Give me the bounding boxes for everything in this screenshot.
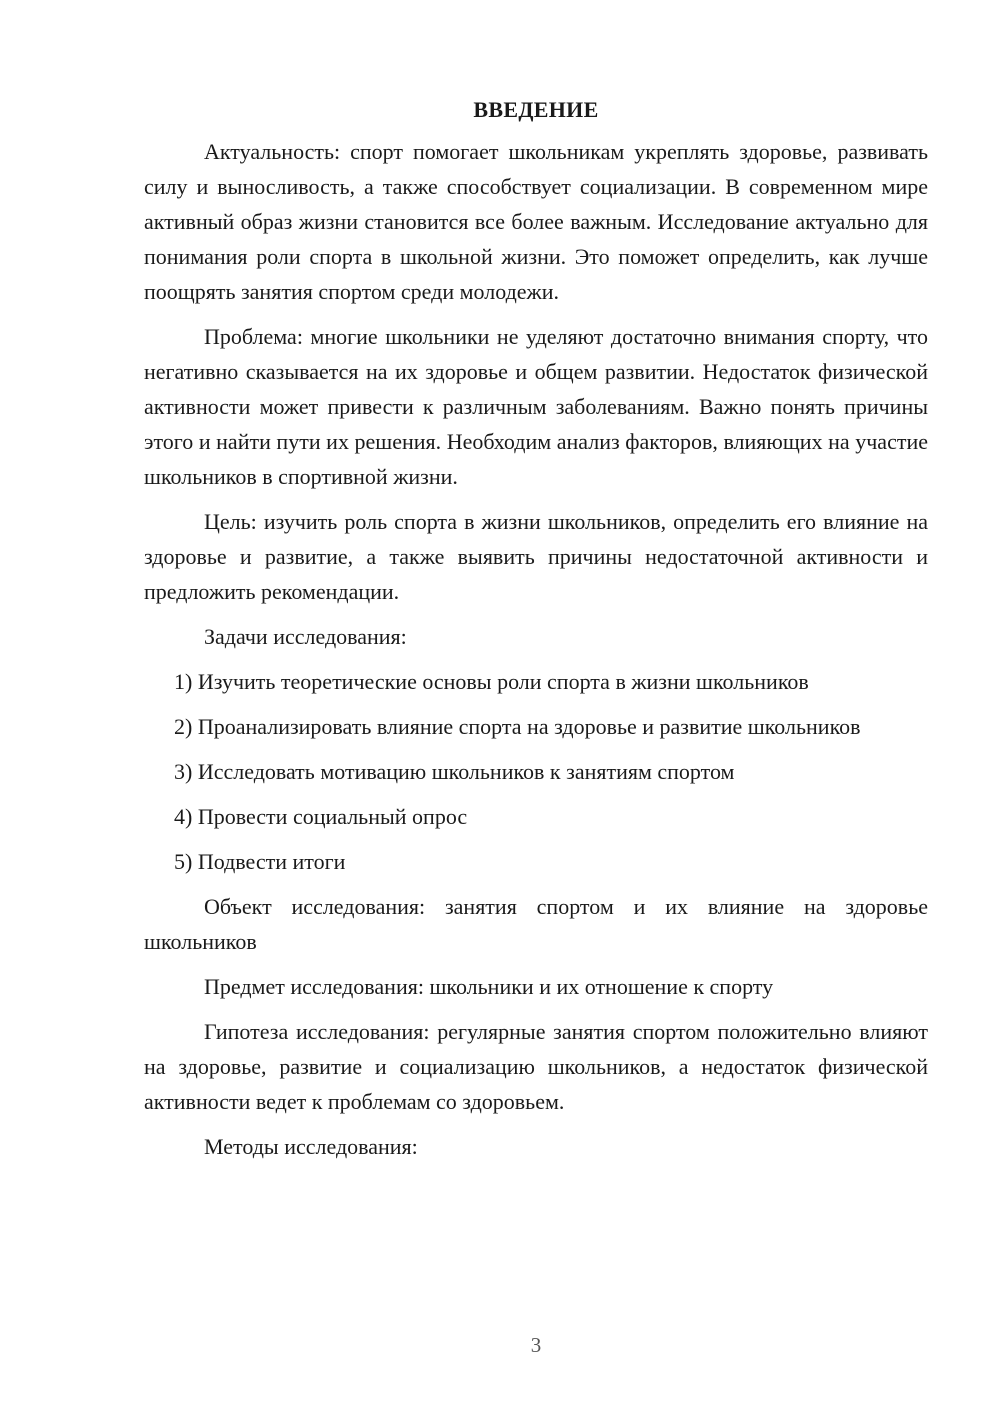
methods-heading: Методы исследования: <box>204 1134 418 1159</box>
list-item: 2) Проанализировать влияние спорта на здоровье и развитие школьников <box>174 714 861 739</box>
list-item: 1) Изучить теоретические основы роли спорта в жизни школьников <box>174 669 809 694</box>
page-number: 3 <box>530 1333 542 1357</box>
tasks-list <box>144 664 928 879</box>
tasks-heading: Задачи исследования: <box>204 624 407 649</box>
subject-paragraph: Предмет исследования: школьники и их отношение к спорту <box>204 974 774 999</box>
hypothesis-paragraph: Гипотеза исследования: регулярные занятия спортом положительно влияют на здоровье, развитие и социализацию школьников, а недостаток физической активности ведет к проблемам со здоровьем. <box>144 1019 928 1114</box>
list-item: 5) Подвести итоги <box>174 849 346 874</box>
problem-paragraph: Проблема: многие школьники не уделяют достаточно внимания спорту, что негативно сказывается на их здоровье и общем развитии. Недостаток физической активности может привести к различным заболеваниям. Важно понять причины этого и найти пути их решения. Необходим анализ факторов, влияющих на участие школьников в спортивной жизни. <box>144 324 928 489</box>
page-title: ВВЕДЕНИЕ <box>473 97 599 122</box>
list-item: 3) Исследовать мотивацию школьников к занятиям спортом <box>174 759 735 784</box>
goal-paragraph: Цель: изучить роль спорта в жизни школьников, определить его влияние на здоровье и развитие, а также выявить причины недостаточной активности и предложить рекомендации. <box>144 509 928 604</box>
relevance-paragraph: Актуальность: спорт помогает школьникам укреплять здоровье, развивать силу и выносливость, а также способствует социализации. В современном мире активный образ жизни становится все более важным. Исследование актуально для понимания роли спорта в школьной жизни. Это поможет определить, как лучше поощрять занятия спортом среди молодежи. <box>144 139 928 304</box>
document-page <box>144 94 928 1174</box>
list-item: 4) Провести социальный опрос <box>174 804 468 829</box>
object-paragraph: Объект исследования: занятия спортом и их влияние на здоровье школьников <box>144 894 928 954</box>
